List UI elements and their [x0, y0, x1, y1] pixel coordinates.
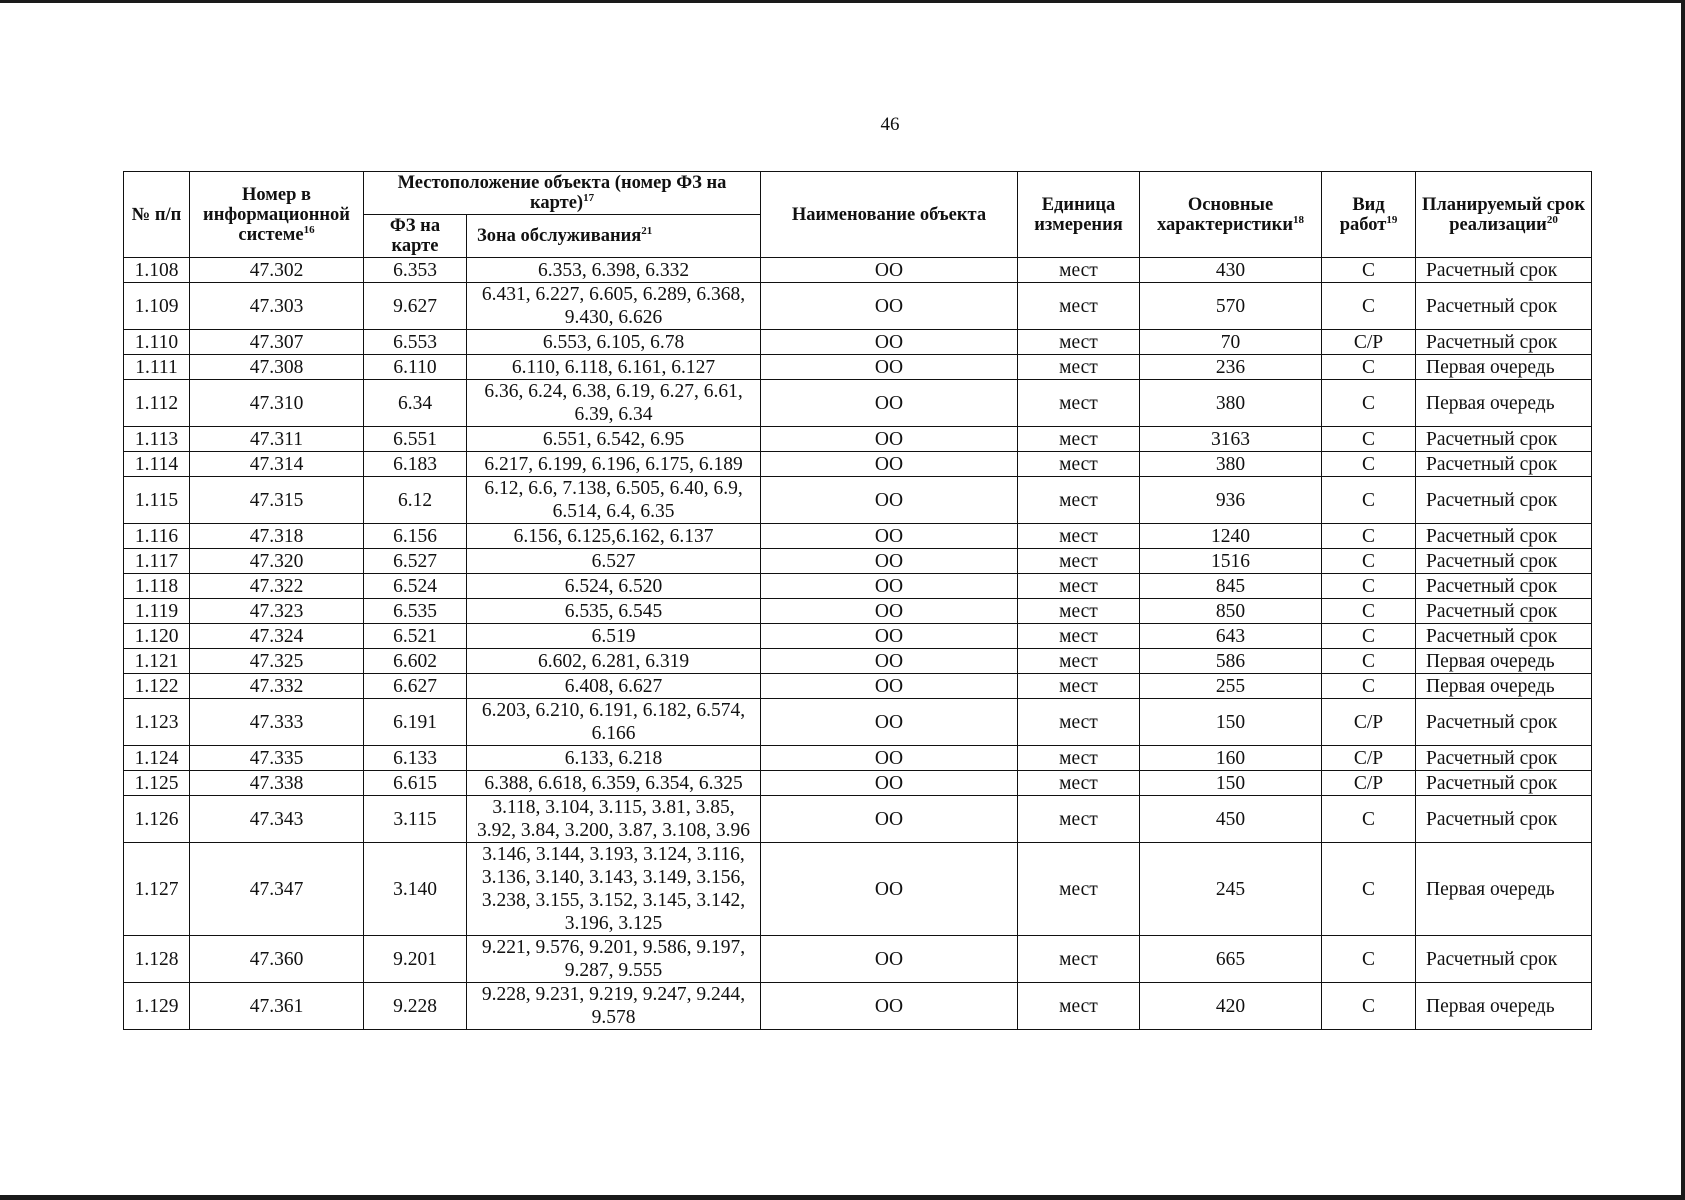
col-header-location [364, 172, 761, 215]
cell-object-name: ОО [761, 599, 1018, 624]
cell-service-zone: 6.203, 6.210, 6.191, 6.182, 6.574, 6.166 [467, 699, 761, 746]
cell-num: 1.115 [124, 477, 190, 524]
cell-unit: мест [1018, 649, 1140, 674]
cell-system-number: 47.320 [190, 549, 364, 574]
col-header-main-characteristics [1140, 172, 1322, 258]
cell-unit: мест [1018, 283, 1140, 330]
cell-fz-on-map: 6.524 [364, 574, 467, 599]
cell-object-name: ОО [761, 983, 1018, 1030]
cell-num: 1.113 [124, 427, 190, 452]
cell-system-number: 47.308 [190, 355, 364, 380]
cell-object-name: ОО [761, 796, 1018, 843]
cell-object-name: ОО [761, 524, 1018, 549]
col-header-unit: Единица измерения [1018, 172, 1140, 258]
cell-fz-on-map: 6.627 [364, 674, 467, 699]
cell-object-name: ОО [761, 427, 1018, 452]
cell-object-name: ОО [761, 936, 1018, 983]
cell-main-characteristics: 643 [1140, 624, 1322, 649]
cell-planned-term: Первая очередь [1416, 355, 1592, 380]
cell-planned-term: Первая очередь [1416, 649, 1592, 674]
cell-service-zone: 6.133, 6.218 [467, 746, 761, 771]
cell-work-type: С [1322, 524, 1416, 549]
cell-num: 1.108 [124, 258, 190, 283]
cell-unit: мест [1018, 936, 1140, 983]
cell-planned-term: Первая очередь [1416, 843, 1592, 936]
cell-num: 1.129 [124, 983, 190, 1030]
cell-service-zone: 6.12, 6.6, 7.138, 6.505, 6.40, 6.9, 6.514, 6.4, 6.35 [467, 477, 761, 524]
cell-system-number: 47.335 [190, 746, 364, 771]
cell-unit: мест [1018, 599, 1140, 624]
cell-object-name: ОО [761, 649, 1018, 674]
cell-planned-term: Расчетный срок [1416, 524, 1592, 549]
table-row [124, 283, 1592, 330]
cell-main-characteristics: 380 [1140, 380, 1322, 427]
cell-main-characteristics: 245 [1140, 843, 1322, 936]
cell-fz-on-map: 6.156 [364, 524, 467, 549]
cell-unit: мест [1018, 699, 1140, 746]
cell-work-type: С [1322, 936, 1416, 983]
cell-fz-on-map: 6.12 [364, 477, 467, 524]
cell-num: 1.120 [124, 624, 190, 649]
cell-object-name: ОО [761, 258, 1018, 283]
cell-system-number: 47.360 [190, 936, 364, 983]
cell-unit: мест [1018, 624, 1140, 649]
col-header-service-zone [467, 215, 761, 258]
cell-work-type: С/Р [1322, 699, 1416, 746]
cell-unit: мест [1018, 549, 1140, 574]
cell-num: 1.123 [124, 699, 190, 746]
cell-object-name: ОО [761, 380, 1018, 427]
cell-main-characteristics: 380 [1140, 452, 1322, 477]
scan-border-right [1681, 0, 1685, 1200]
col-header-planned-term-label: Планируемый срок реализации [1422, 194, 1586, 235]
cell-work-type: С [1322, 380, 1416, 427]
cell-num: 1.125 [124, 771, 190, 796]
cell-object-name: ОО [761, 746, 1018, 771]
table-row [124, 355, 1592, 380]
cell-object-name: ОО [761, 549, 1018, 574]
cell-system-number: 47.343 [190, 796, 364, 843]
objects-table [123, 171, 1592, 1030]
cell-system-number: 47.325 [190, 649, 364, 674]
cell-work-type: С/Р [1322, 746, 1416, 771]
table-row [124, 699, 1592, 746]
cell-object-name: ОО [761, 674, 1018, 699]
cell-main-characteristics: 850 [1140, 599, 1322, 624]
cell-work-type: С [1322, 427, 1416, 452]
table-row [124, 771, 1592, 796]
cell-service-zone: 9.221, 9.576, 9.201, 9.586, 9.197, 9.287, 9.555 [467, 936, 761, 983]
cell-main-characteristics: 3163 [1140, 427, 1322, 452]
cell-work-type: С [1322, 477, 1416, 524]
cell-fz-on-map: 6.353 [364, 258, 467, 283]
cell-num: 1.111 [124, 355, 190, 380]
footnote-ref-19: 19 [1386, 213, 1398, 226]
cell-planned-term: Расчетный срок [1416, 330, 1592, 355]
cell-planned-term: Расчетный срок [1416, 746, 1592, 771]
cell-main-characteristics: 430 [1140, 258, 1322, 283]
table-row [124, 380, 1592, 427]
cell-system-number: 47.302 [190, 258, 364, 283]
cell-planned-term: Расчетный срок [1416, 796, 1592, 843]
cell-system-number: 47.347 [190, 843, 364, 936]
cell-num: 1.116 [124, 524, 190, 549]
col-header-object-name: Наименование объекта [761, 172, 1018, 258]
table-row [124, 624, 1592, 649]
table-row [124, 524, 1592, 549]
cell-fz-on-map: 9.228 [364, 983, 467, 1030]
cell-num: 1.112 [124, 380, 190, 427]
cell-service-zone: 6.431, 6.227, 6.605, 6.289, 6.368, 9.430, 6.626 [467, 283, 761, 330]
cell-main-characteristics: 420 [1140, 983, 1322, 1030]
cell-object-name: ОО [761, 283, 1018, 330]
cell-object-name: ОО [761, 452, 1018, 477]
footnote-ref-21: 21 [641, 224, 653, 237]
cell-main-characteristics: 450 [1140, 796, 1322, 843]
cell-num: 1.119 [124, 599, 190, 624]
cell-unit: мест [1018, 452, 1140, 477]
cell-num: 1.109 [124, 283, 190, 330]
cell-main-characteristics: 150 [1140, 699, 1322, 746]
table-row [124, 574, 1592, 599]
cell-service-zone: 6.527 [467, 549, 761, 574]
col-header-fz-on-map: ФЗ на карте [364, 215, 467, 258]
cell-service-zone: 6.535, 6.545 [467, 599, 761, 624]
cell-fz-on-map: 6.535 [364, 599, 467, 624]
cell-system-number: 47.333 [190, 699, 364, 746]
cell-planned-term: Первая очередь [1416, 380, 1592, 427]
cell-planned-term: Расчетный срок [1416, 549, 1592, 574]
cell-fz-on-map: 6.527 [364, 549, 467, 574]
table-row [124, 796, 1592, 843]
col-header-service-zone-label: Зона обслуживания [477, 226, 642, 246]
cell-work-type: С [1322, 796, 1416, 843]
table-row [124, 258, 1592, 283]
cell-planned-term: Расчетный срок [1416, 477, 1592, 524]
cell-fz-on-map: 6.615 [364, 771, 467, 796]
cell-main-characteristics: 150 [1140, 771, 1322, 796]
table-row [124, 477, 1592, 524]
table-row [124, 599, 1592, 624]
cell-unit: мест [1018, 983, 1140, 1030]
cell-system-number: 47.303 [190, 283, 364, 330]
cell-unit: мест [1018, 380, 1140, 427]
cell-fz-on-map: 3.140 [364, 843, 467, 936]
cell-service-zone: 6.388, 6.618, 6.359, 6.354, 6.325 [467, 771, 761, 796]
cell-planned-term: Расчетный срок [1416, 771, 1592, 796]
cell-system-number: 47.322 [190, 574, 364, 599]
cell-service-zone: 6.36, 6.24, 6.38, 6.19, 6.27, 6.61, 6.39, 6.34 [467, 380, 761, 427]
footnote-ref-20: 20 [1546, 213, 1558, 226]
cell-system-number: 47.323 [190, 599, 364, 624]
col-header-planned-term [1416, 172, 1592, 258]
cell-planned-term: Расчетный срок [1416, 624, 1592, 649]
cell-work-type: С [1322, 549, 1416, 574]
cell-unit: мест [1018, 843, 1140, 936]
cell-planned-term: Расчетный срок [1416, 427, 1592, 452]
table-row [124, 983, 1592, 1030]
cell-unit: мест [1018, 746, 1140, 771]
cell-main-characteristics: 1240 [1140, 524, 1322, 549]
col-header-system-number [190, 172, 364, 258]
cell-service-zone: 6.524, 6.520 [467, 574, 761, 599]
cell-work-type: С [1322, 355, 1416, 380]
cell-work-type: С [1322, 574, 1416, 599]
cell-unit: мест [1018, 771, 1140, 796]
table-body [124, 258, 1592, 1030]
cell-service-zone: 6.156, 6.125,6.162, 6.137 [467, 524, 761, 549]
table-row [124, 936, 1592, 983]
page-number: 46 [880, 114, 900, 135]
cell-object-name: ОО [761, 624, 1018, 649]
cell-fz-on-map: 6.553 [364, 330, 467, 355]
footnote-ref-17: 17 [583, 191, 595, 204]
header-row-1 [124, 172, 1592, 215]
cell-num: 1.122 [124, 674, 190, 699]
table-row [124, 452, 1592, 477]
table-row [124, 843, 1592, 936]
cell-service-zone: 3.118, 3.104, 3.115, 3.81, 3.85, 3.92, 3.84, 3.200, 3.87, 3.108, 3.96 [467, 796, 761, 843]
cell-planned-term: Расчетный срок [1416, 258, 1592, 283]
cell-work-type: С/Р [1322, 771, 1416, 796]
col-header-num: № п/п [124, 172, 190, 258]
cell-fz-on-map: 9.201 [364, 936, 467, 983]
cell-work-type: С [1322, 258, 1416, 283]
cell-object-name: ОО [761, 699, 1018, 746]
cell-fz-on-map: 6.110 [364, 355, 467, 380]
cell-planned-term: Расчетный срок [1416, 452, 1592, 477]
cell-system-number: 47.310 [190, 380, 364, 427]
cell-service-zone: 6.553, 6.105, 6.78 [467, 330, 761, 355]
cell-system-number: 47.332 [190, 674, 364, 699]
cell-num: 1.128 [124, 936, 190, 983]
cell-system-number: 47.315 [190, 477, 364, 524]
cell-work-type: С [1322, 843, 1416, 936]
cell-main-characteristics: 160 [1140, 746, 1322, 771]
cell-num: 1.126 [124, 796, 190, 843]
cell-fz-on-map: 3.115 [364, 796, 467, 843]
cell-fz-on-map: 6.191 [364, 699, 467, 746]
cell-num: 1.127 [124, 843, 190, 936]
cell-planned-term: Расчетный срок [1416, 699, 1592, 746]
cell-main-characteristics: 255 [1140, 674, 1322, 699]
cell-num: 1.118 [124, 574, 190, 599]
cell-main-characteristics: 586 [1140, 649, 1322, 674]
cell-unit: мест [1018, 796, 1140, 843]
cell-fz-on-map: 6.34 [364, 380, 467, 427]
cell-fz-on-map: 6.602 [364, 649, 467, 674]
cell-system-number: 47.307 [190, 330, 364, 355]
cell-system-number: 47.311 [190, 427, 364, 452]
cell-main-characteristics: 570 [1140, 283, 1322, 330]
cell-service-zone: 6.217, 6.199, 6.196, 6.175, 6.189 [467, 452, 761, 477]
cell-main-characteristics: 936 [1140, 477, 1322, 524]
cell-unit: мест [1018, 355, 1140, 380]
cell-object-name: ОО [761, 843, 1018, 936]
cell-work-type: С [1322, 983, 1416, 1030]
scan-border-top [0, 0, 1685, 3]
cell-num: 1.121 [124, 649, 190, 674]
cell-object-name: ОО [761, 355, 1018, 380]
cell-main-characteristics: 70 [1140, 330, 1322, 355]
cell-num: 1.124 [124, 746, 190, 771]
cell-object-name: ОО [761, 330, 1018, 355]
cell-planned-term: Первая очередь [1416, 674, 1592, 699]
footnote-ref-18: 18 [1293, 213, 1304, 226]
cell-system-number: 47.361 [190, 983, 364, 1030]
col-header-location-label: Местоположение объекта (номер ФЗ на карте) [397, 173, 727, 213]
cell-service-zone: 6.602, 6.281, 6.319 [467, 649, 761, 674]
cell-work-type: С [1322, 452, 1416, 477]
cell-num: 1.117 [124, 549, 190, 574]
cell-work-type: С [1322, 599, 1416, 624]
col-header-system-number-label: Номер в информационной системе [203, 184, 350, 245]
cell-fz-on-map: 6.521 [364, 624, 467, 649]
cell-main-characteristics: 665 [1140, 936, 1322, 983]
cell-unit: мест [1018, 477, 1140, 524]
table-row [124, 674, 1592, 699]
cell-num: 1.114 [124, 452, 190, 477]
cell-fz-on-map: 9.627 [364, 283, 467, 330]
cell-object-name: ОО [761, 477, 1018, 524]
cell-service-zone: 6.408, 6.627 [467, 674, 761, 699]
cell-object-name: ОО [761, 771, 1018, 796]
cell-unit: мест [1018, 330, 1140, 355]
table-header [124, 172, 1592, 258]
cell-planned-term: Расчетный срок [1416, 936, 1592, 983]
cell-unit: мест [1018, 574, 1140, 599]
cell-system-number: 47.338 [190, 771, 364, 796]
cell-system-number: 47.314 [190, 452, 364, 477]
cell-object-name: ОО [761, 574, 1018, 599]
cell-unit: мест [1018, 524, 1140, 549]
col-header-work-type [1322, 172, 1416, 258]
cell-fz-on-map: 6.183 [364, 452, 467, 477]
cell-service-zone: 6.519 [467, 624, 761, 649]
table-row [124, 427, 1592, 452]
col-header-work-type-label: Вид работ [1339, 194, 1387, 235]
cell-num: 1.110 [124, 330, 190, 355]
cell-system-number: 47.324 [190, 624, 364, 649]
cell-planned-term: Расчетный срок [1416, 574, 1592, 599]
cell-unit: мест [1018, 427, 1140, 452]
cell-unit: мест [1018, 258, 1140, 283]
cell-service-zone: 9.228, 9.231, 9.219, 9.247, 9.244, 9.578 [467, 983, 761, 1030]
cell-unit: мест [1018, 674, 1140, 699]
cell-main-characteristics: 845 [1140, 574, 1322, 599]
cell-planned-term: Расчетный срок [1416, 599, 1592, 624]
cell-planned-term: Расчетный срок [1416, 283, 1592, 330]
cell-service-zone: 6.110, 6.118, 6.161, 6.127 [467, 355, 761, 380]
table-row [124, 549, 1592, 574]
cell-main-characteristics: 236 [1140, 355, 1322, 380]
cell-work-type: С [1322, 649, 1416, 674]
cell-fz-on-map: 6.551 [364, 427, 467, 452]
col-header-main-characteristics-label: Основные характеристики [1157, 194, 1293, 235]
cell-work-type: С/Р [1322, 330, 1416, 355]
cell-service-zone: 6.353, 6.398, 6.332 [467, 258, 761, 283]
table-row [124, 746, 1592, 771]
cell-main-characteristics: 1516 [1140, 549, 1322, 574]
cell-service-zone: 6.551, 6.542, 6.95 [467, 427, 761, 452]
cell-service-zone: 3.146, 3.144, 3.193, 3.124, 3.116, 3.136, 3.140, 3.143, 3.149, 3.156, 3.238, 3.155, 3.152, 3.145, 3.142, 3.196, 3.125 [467, 843, 761, 936]
scan-border-bottom [0, 1195, 1685, 1200]
cell-work-type: С [1322, 283, 1416, 330]
table-row [124, 330, 1592, 355]
cell-work-type: С [1322, 674, 1416, 699]
cell-planned-term: Первая очередь [1416, 983, 1592, 1030]
footnote-ref-16: 16 [303, 223, 315, 236]
cell-work-type: С [1322, 624, 1416, 649]
table-row [124, 649, 1592, 674]
cell-fz-on-map: 6.133 [364, 746, 467, 771]
cell-system-number: 47.318 [190, 524, 364, 549]
